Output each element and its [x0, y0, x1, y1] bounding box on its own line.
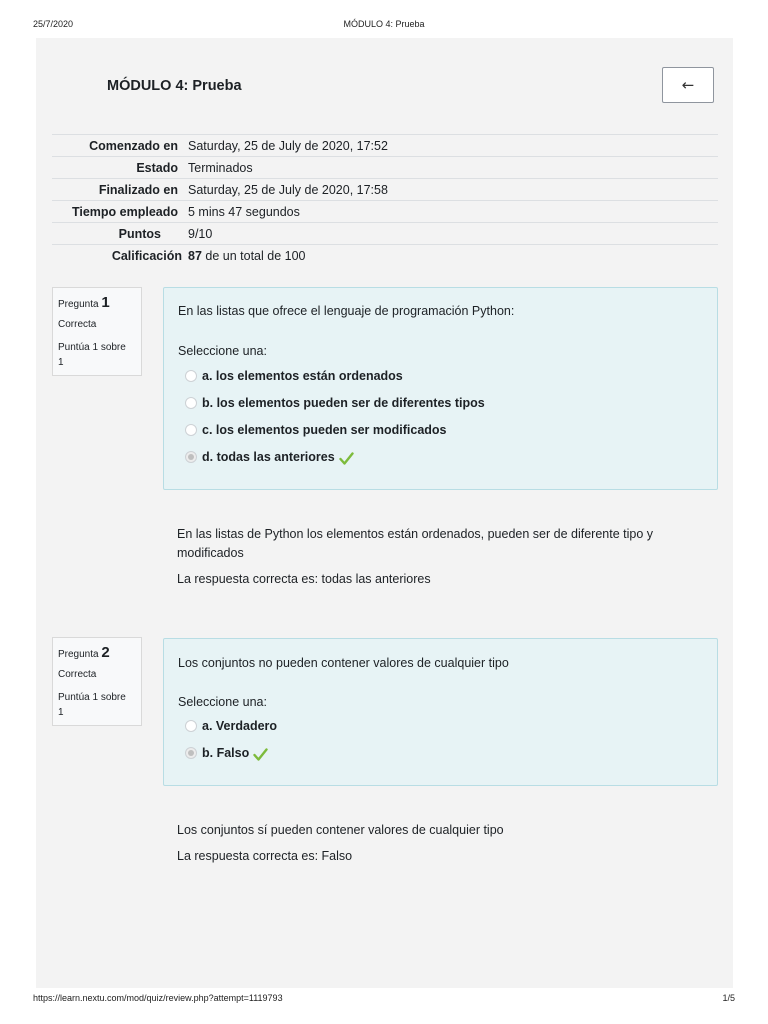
- answer-label: d. todas las anteriores: [202, 449, 335, 464]
- answer-list: [178, 362, 703, 470]
- right-answer: La respuesta correcta es: todas las anteriores: [177, 572, 431, 586]
- question-text: Los conjuntos no pueden contener valores de cualquier tipo: [178, 656, 509, 670]
- answer-label: b. los elementos pueden ser de diferentes tipos: [202, 395, 485, 410]
- radio-button: [185, 720, 197, 732]
- answer-option: [178, 443, 703, 470]
- summary-value: Saturday, 25 de July de 2020, 17:58: [188, 182, 388, 197]
- radio-button: [185, 370, 197, 382]
- question-content: [163, 287, 718, 490]
- question-info: [52, 637, 142, 726]
- answer-list: [178, 712, 703, 766]
- summary-value: Saturday, 25 de July de 2020, 17:52: [188, 138, 388, 153]
- print-header-date: 25/7/2020: [33, 19, 74, 29]
- summary-value: [188, 248, 305, 264]
- question-state: Correcta: [58, 319, 97, 330]
- arrow-left-icon: ←: [681, 76, 695, 94]
- question-feedback: [177, 525, 707, 589]
- question-content: [163, 638, 718, 786]
- answer-option: [178, 712, 703, 739]
- radio-button: [185, 424, 197, 436]
- summary-row-time-taken: [52, 200, 718, 222]
- summary-value: 9/10: [188, 226, 213, 241]
- question-label: Pregunta: [58, 299, 99, 310]
- summary-label: Comenzado en: [89, 138, 178, 153]
- summary-row-points: [52, 222, 718, 244]
- summary-value: 5 mins 47 segundos: [188, 204, 300, 219]
- answer-label: b. Falso: [202, 745, 250, 760]
- question-grade: Puntúa 1 sobre 1: [58, 692, 126, 718]
- question-grade: Puntúa 1 sobre 1: [58, 342, 126, 368]
- check-icon: [339, 452, 354, 465]
- question-label: Pregunta: [58, 649, 99, 660]
- summary-row-grade: [52, 244, 718, 266]
- question-number: 2: [101, 644, 110, 661]
- question-info: [52, 287, 142, 376]
- answer-label: a. Verdadero: [202, 718, 278, 733]
- question-feedback: [177, 821, 707, 866]
- summary-label: Estado: [136, 160, 178, 175]
- right-answer: La respuesta correcta es: Falso: [177, 849, 353, 863]
- answer-option: [178, 416, 703, 443]
- answer-prompt: Seleccione una:: [178, 344, 267, 358]
- general-feedback: En las listas de Python los elementos están ordenados, pueden ser de diferente tipo y modificados: [177, 527, 653, 560]
- back-button[interactable]: [662, 67, 714, 103]
- grade-suffix: de un total de 100: [205, 248, 306, 263]
- answer-label: c. los elementos pueden ser modificados: [202, 422, 447, 437]
- grade-score: 87: [188, 248, 202, 263]
- question-heading: [58, 293, 133, 313]
- print-header-title: MÓDULO 4: Prueba: [343, 19, 425, 29]
- summary-label: Calificación: [111, 248, 182, 263]
- summary-row-started: [52, 134, 718, 156]
- answer-option: [178, 389, 703, 416]
- print-footer-page-number: 1/5: [722, 993, 735, 1003]
- summary-row-state: [52, 156, 718, 178]
- question-state: Correcta: [58, 669, 97, 680]
- check-icon: [253, 748, 268, 761]
- answer-option: [178, 739, 703, 766]
- question-number: 1: [101, 294, 110, 311]
- summary-row-finished: [52, 178, 718, 200]
- answer-prompt: Seleccione una:: [178, 695, 267, 709]
- summary-value: Terminados: [188, 160, 253, 175]
- question-text: En las listas que ofrece el lenguaje de programación Python:: [178, 304, 515, 318]
- page-title: MÓDULO 4: Prueba: [107, 78, 242, 94]
- answer-label: a. los elementos están ordenados: [202, 368, 403, 383]
- question-heading: [58, 643, 133, 663]
- radio-button: [185, 451, 197, 463]
- print-footer-url: https://learn.nextu.com/mod/quiz/review.php?attempt=1119793: [33, 993, 283, 1003]
- general-feedback: Los conjuntos sí pueden contener valores de cualquier tipo: [177, 823, 504, 837]
- attempt-summary-table: [52, 134, 718, 266]
- radio-button: [185, 397, 197, 409]
- answer-option: [178, 362, 703, 389]
- summary-label: Puntos: [118, 226, 161, 241]
- radio-button: [185, 747, 197, 759]
- summary-label: Tiempo empleado: [71, 204, 178, 219]
- summary-label: Finalizado en: [98, 182, 178, 197]
